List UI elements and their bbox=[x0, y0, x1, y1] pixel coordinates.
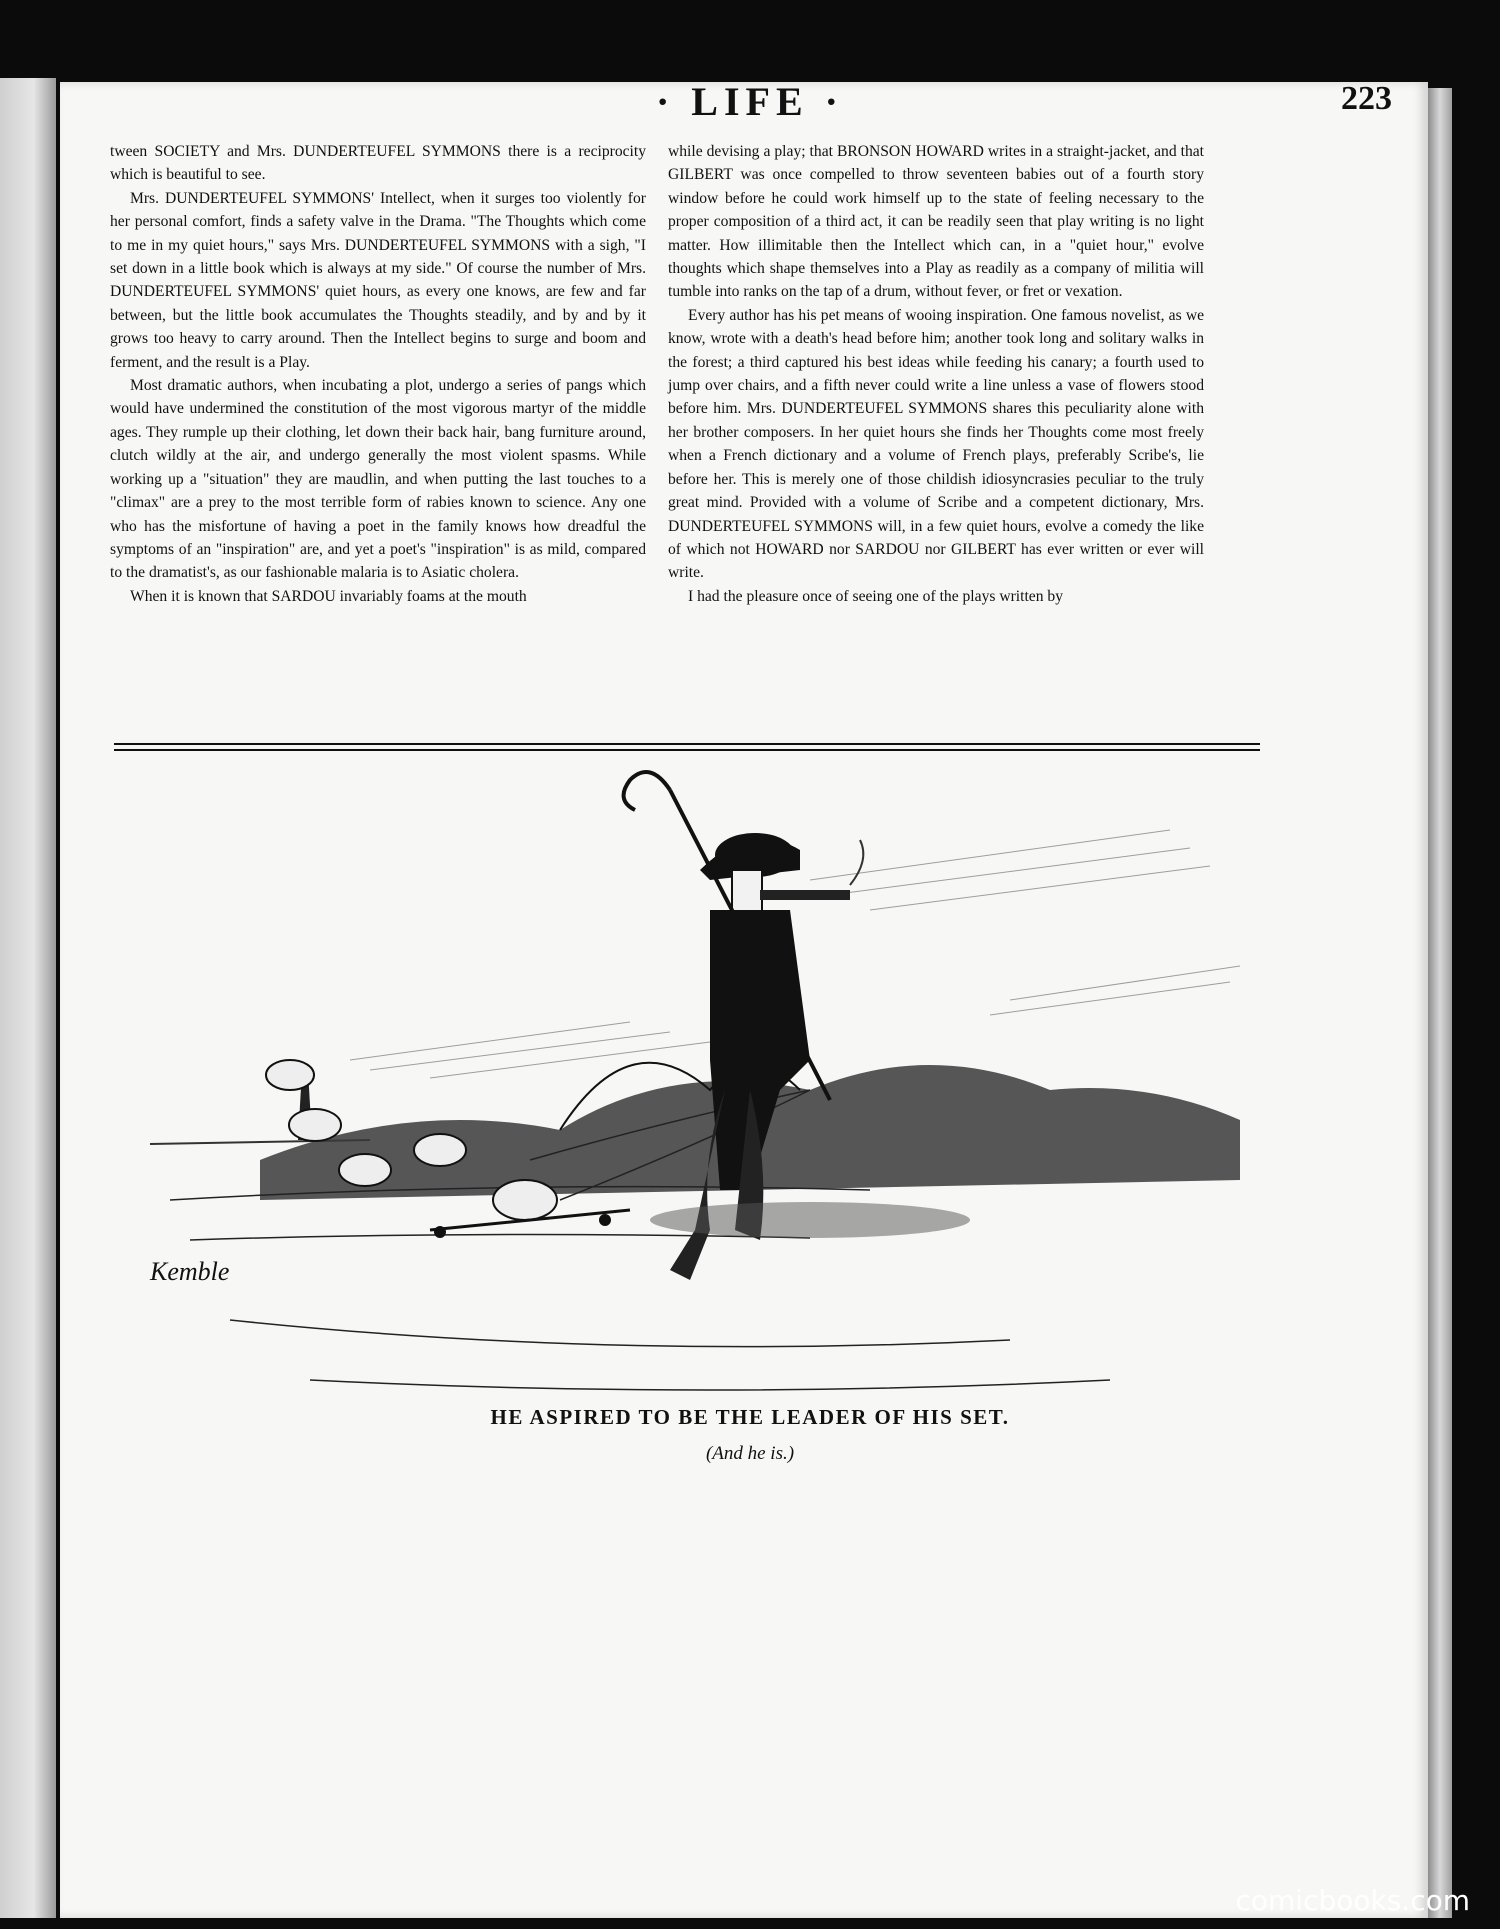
illustration-subcaption: (And he is.) bbox=[705, 1443, 795, 1464]
masthead-title: · LIFE · bbox=[655, 79, 845, 124]
paragraph: Most dramatic authors, when incubating a plot, undergo a series of pangs which would have undermined the constitution of the most vigorous martyr of the middle ages. They rumple up their clothing, let down their back hair, bang furniture around, clutch wildly at the air, and undergo generally the most violent spasms. While working up a "situation" they are maudlin, and when putting the last touches to a "climax" are a prey to the most terrible form of rabies known to science. Any one who has the misfortune of having a poet in the family knows how dreadful the symptoms of an "inspiration" are, and yet a poet's "inspiration" is as mild, compared to the dramatist's, as our fashionable malaria is to Asiatic cholera. bbox=[110, 377, 646, 582]
paragraph: When it is known that SARDOU invariably foams at the mouth bbox=[130, 587, 527, 605]
text-column-right bbox=[668, 140, 1204, 608]
divider-rule bbox=[114, 749, 1260, 751]
cartoon-illustration bbox=[110, 760, 1260, 1400]
artist-signature: Kemble bbox=[150, 1257, 230, 1286]
divider-rule bbox=[114, 743, 1260, 745]
paragraph: Mrs. DUNDERTEUFEL SYMMONS' Intellect, when it surges too violently for her personal comfort, finds a safety valve in the Drama. "The Thoughts which come to me in my quiet hours," says Mrs. DUNDERTEUFEL SYMMONS with a sigh, "I set down in a little book which is always at my side." Of course the number of Mrs. DUNDERTEUFEL SYMMONS' quiet hours, as every one knows, are few and far between, but the little book accumulates the Thoughts steadily, and by and by it grows too heavy to carry around. Then the Intellect begins to surge and boom and ferment, and the result is a Play. bbox=[110, 189, 646, 371]
paragraph: I had the pleasure once of seeing one of the plays written by bbox=[688, 587, 1063, 605]
illustration-caption: HE ASPIRED TO BE THE LEADER OF HIS SET. bbox=[490, 1405, 1010, 1429]
paragraph: while devising a play; that BRONSON HOWARD writes in a straight-jacket, and that GILBERT was once compelled to throw seventeen babies out of a fourth story window before he could work himself up to the state of feeling necessary to the proper composition of a third act, it can be readily seen that play writing is no light matter. How illimitable then the Intellect which can, in a "quiet hour," evolve thoughts which shape themselves into a Play as readily as a company of militia will tumble into ranks on the tap of a drum, without fever, or fret or vexation. bbox=[668, 143, 1204, 301]
ground-lines bbox=[170, 1187, 1110, 1390]
site-watermark: comicbooks.com bbox=[1235, 1884, 1470, 1917]
text-column-left bbox=[110, 140, 646, 608]
adjacent-page-edge bbox=[0, 78, 56, 1918]
page-number: 223 bbox=[1341, 80, 1392, 117]
page-stack-edge bbox=[1428, 88, 1452, 1918]
paragraph: Every author has his pet means of wooing inspiration. One famous novelist, as we know, wrote with a death's head before him; another took long and solitary walks in the forest; a third captured his best ideas while feeding his canary; a fourth used to jump over chairs, and a fifth never could write a line unless a vase of flowers stood before him. Mrs. DUNDERTEUFEL SYMMONS shares this peculiarity alone with her brother composers. In her quiet hours she finds her Thoughts come most freely when a French dictionary and a volume of French plays, preferably Scribe's, lie before her. This is merely one of those childish idiosyncrasies peculiar to the truly great mind. Provided with a volume of Scribe and a competent dictionary, Mrs. DUNDERTEUFEL SYMMONS will, in a few quiet hours, evolve a comedy the like of which not HOWARD nor SARDOU nor GILBERT has ever written or ever will write. bbox=[668, 306, 1204, 582]
paragraph: tween SOCIETY and Mrs. DUNDERTEUFEL SYMMONS there is a reciprocity which is beautiful to see. bbox=[110, 143, 646, 184]
